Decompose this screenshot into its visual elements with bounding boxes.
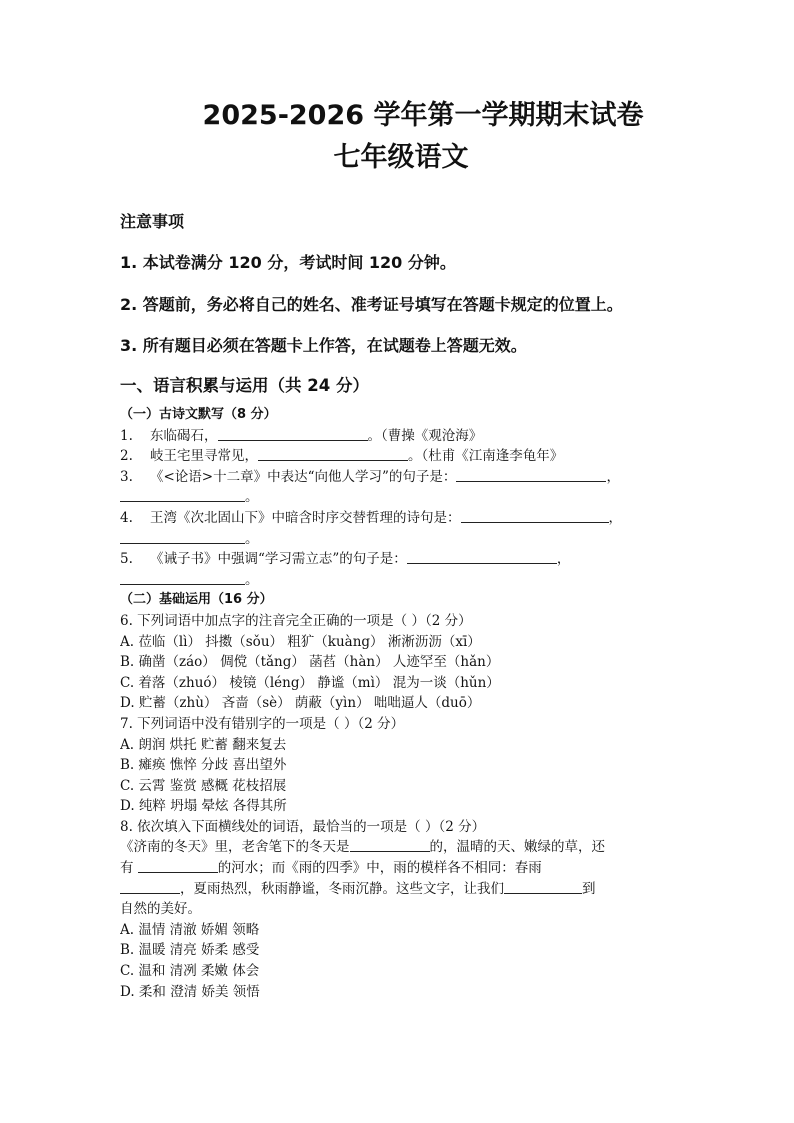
notice-item-2: 2. 答题前，务必将自己的姓名、准考证号填写在答题卡规定的位置上。 — [120, 295, 623, 314]
answer-blank[interactable] — [456, 467, 606, 482]
question-7-option-b[interactable]: B. 瘫痪 憔悴 分歧 喜出望外 — [120, 757, 287, 774]
answer-blank[interactable] — [120, 570, 245, 585]
question-text: 王湾《次北固山下》中暗含时序交替哲理的诗句是： — [150, 509, 461, 526]
section-heading: 一、语言积累与运用（共 24 分） — [120, 376, 369, 395]
question-text: 《<论语>十二章》中表达“向他人学习”的句子是： — [150, 468, 457, 485]
question-6-stem: 6. 下列词语中加点字的注音完全正确的一项是（ ）（2 分） — [120, 612, 472, 629]
question-8-passage-line-4: 自然的美好。 — [120, 901, 201, 918]
answer-blank[interactable] — [258, 446, 408, 461]
answer-blank[interactable] — [120, 529, 245, 544]
question-8-option-c[interactable]: C. 温和 清冽 柔嫩 体会 — [120, 963, 260, 980]
passage-text: 有 — [120, 860, 134, 877]
question-6-option-a[interactable]: A. 莅临（lì） 抖擞（sǒu） 粗犷（kuàng） 淅淅沥沥（xī） — [120, 633, 481, 650]
question-8-passage-line-1 — [120, 837, 674, 858]
passage-text: 《济南的冬天》里，老舍笔下的冬天是 — [120, 839, 350, 856]
answer-blank[interactable] — [120, 879, 180, 894]
notice-item-3: 3. 所有题目必须在答题卡上作答，在试题卷上答题无效。 — [120, 336, 527, 355]
question-punct: ， — [556, 551, 571, 568]
question-5 — [120, 549, 674, 570]
question-2 — [120, 446, 674, 467]
question-3 — [120, 467, 674, 488]
passage-text: ，夏雨热烈，秋雨静谧，冬雨沉静。这些文字，让我们 — [180, 880, 504, 897]
answer-blank[interactable] — [350, 837, 430, 852]
exam-subtitle: 七年级语文 — [333, 142, 469, 173]
notice-item-1: 1. 本试卷满分 120 分，考试时间 120 分钟。 — [120, 253, 456, 272]
question-6-option-c[interactable]: C. 着落（zhuó） 棱镜（léng） 静谧（mì） 混为一谈（hǔn） — [120, 674, 500, 691]
question-8-stem: 8. 依次填入下面横线处的词语，最恰当的一项是（ ）（2 分） — [120, 818, 486, 835]
notice-heading: 注意事项 — [120, 212, 185, 231]
question-4 — [120, 508, 674, 529]
question-punct: ， — [606, 468, 620, 485]
question-source: 。（曹操《观沧海》 — [367, 427, 483, 444]
question-7-option-d[interactable]: D. 纯粹 坍塌 晕炫 各得其所 — [120, 798, 287, 815]
question-6-option-d[interactable]: D. 贮蓄（zhù） 吝啬（sè） 荫蔽（yìn） 咄咄逼人（duō） — [120, 695, 481, 712]
question-1 — [120, 426, 674, 447]
question-6-option-b[interactable]: B. 确凿（záo） 倜傥（tǎng） 菡萏（hàn） 人迹罕至（hǎn） — [120, 654, 500, 671]
question-7-option-c[interactable]: C. 云霄 鉴赏 感概 花枝招展 — [120, 777, 287, 794]
answer-blank[interactable] — [218, 426, 368, 441]
part-heading-basics: （二）基础运用（16 分） — [120, 592, 273, 608]
question-8-passage-line-2 — [120, 858, 674, 879]
question-number: 2. — [120, 448, 133, 465]
question-8-passage-line-3 — [120, 879, 674, 900]
question-text: 岐王宅里寻常见， — [150, 448, 258, 465]
section-content — [120, 405, 674, 1002]
question-punct: 。 — [245, 489, 259, 506]
question-8-option-b[interactable]: B. 温暖 清亮 娇柔 感受 — [120, 942, 260, 959]
question-7-option-a[interactable]: A. 朗润 烘托 贮蓄 翻来复去 — [120, 736, 287, 753]
answer-blank[interactable] — [461, 508, 609, 523]
answer-blank[interactable] — [120, 487, 245, 502]
question-5-continued — [120, 570, 674, 591]
question-number: 1. — [120, 427, 133, 444]
question-8-option-a[interactable]: A. 温情 清澈 娇媚 领略 — [120, 921, 260, 938]
answer-blank[interactable] — [138, 858, 218, 873]
question-3-continued — [120, 487, 674, 508]
answer-blank[interactable] — [504, 879, 582, 894]
part-heading-recitation: （一）古诗文默写（8 分） — [120, 407, 277, 422]
question-number: 5. — [120, 551, 133, 568]
question-text: 东临碣石， — [150, 427, 218, 444]
answer-blank[interactable] — [407, 549, 557, 564]
question-4-continued — [120, 529, 674, 550]
exam-title: 2025-2026 学年第一学期期末试卷 — [202, 100, 644, 131]
question-number: 4. — [120, 509, 133, 526]
question-text: 《诫子书》中强调“学习需立志”的句子是： — [150, 551, 407, 568]
passage-text: 的，温晴的天、嫩绿的草，还 — [429, 839, 605, 856]
question-number: 3. — [120, 468, 133, 485]
question-punct: ， — [608, 509, 622, 526]
question-7-stem: 7. 下列词语中没有错别字的一项是（ ）（2 分） — [120, 715, 405, 732]
question-punct: 。 — [245, 530, 259, 547]
passage-text: 到 — [582, 880, 596, 897]
passage-text: 的河水；而《雨的四季》中，雨的模样各不相同：春雨 — [217, 860, 542, 877]
question-punct: 。 — [245, 571, 259, 588]
question-8-option-d[interactable]: D. 柔和 澄清 娇美 领悟 — [120, 983, 260, 1000]
question-source: 。（杜甫《江南逢李龟年》 — [408, 448, 564, 465]
